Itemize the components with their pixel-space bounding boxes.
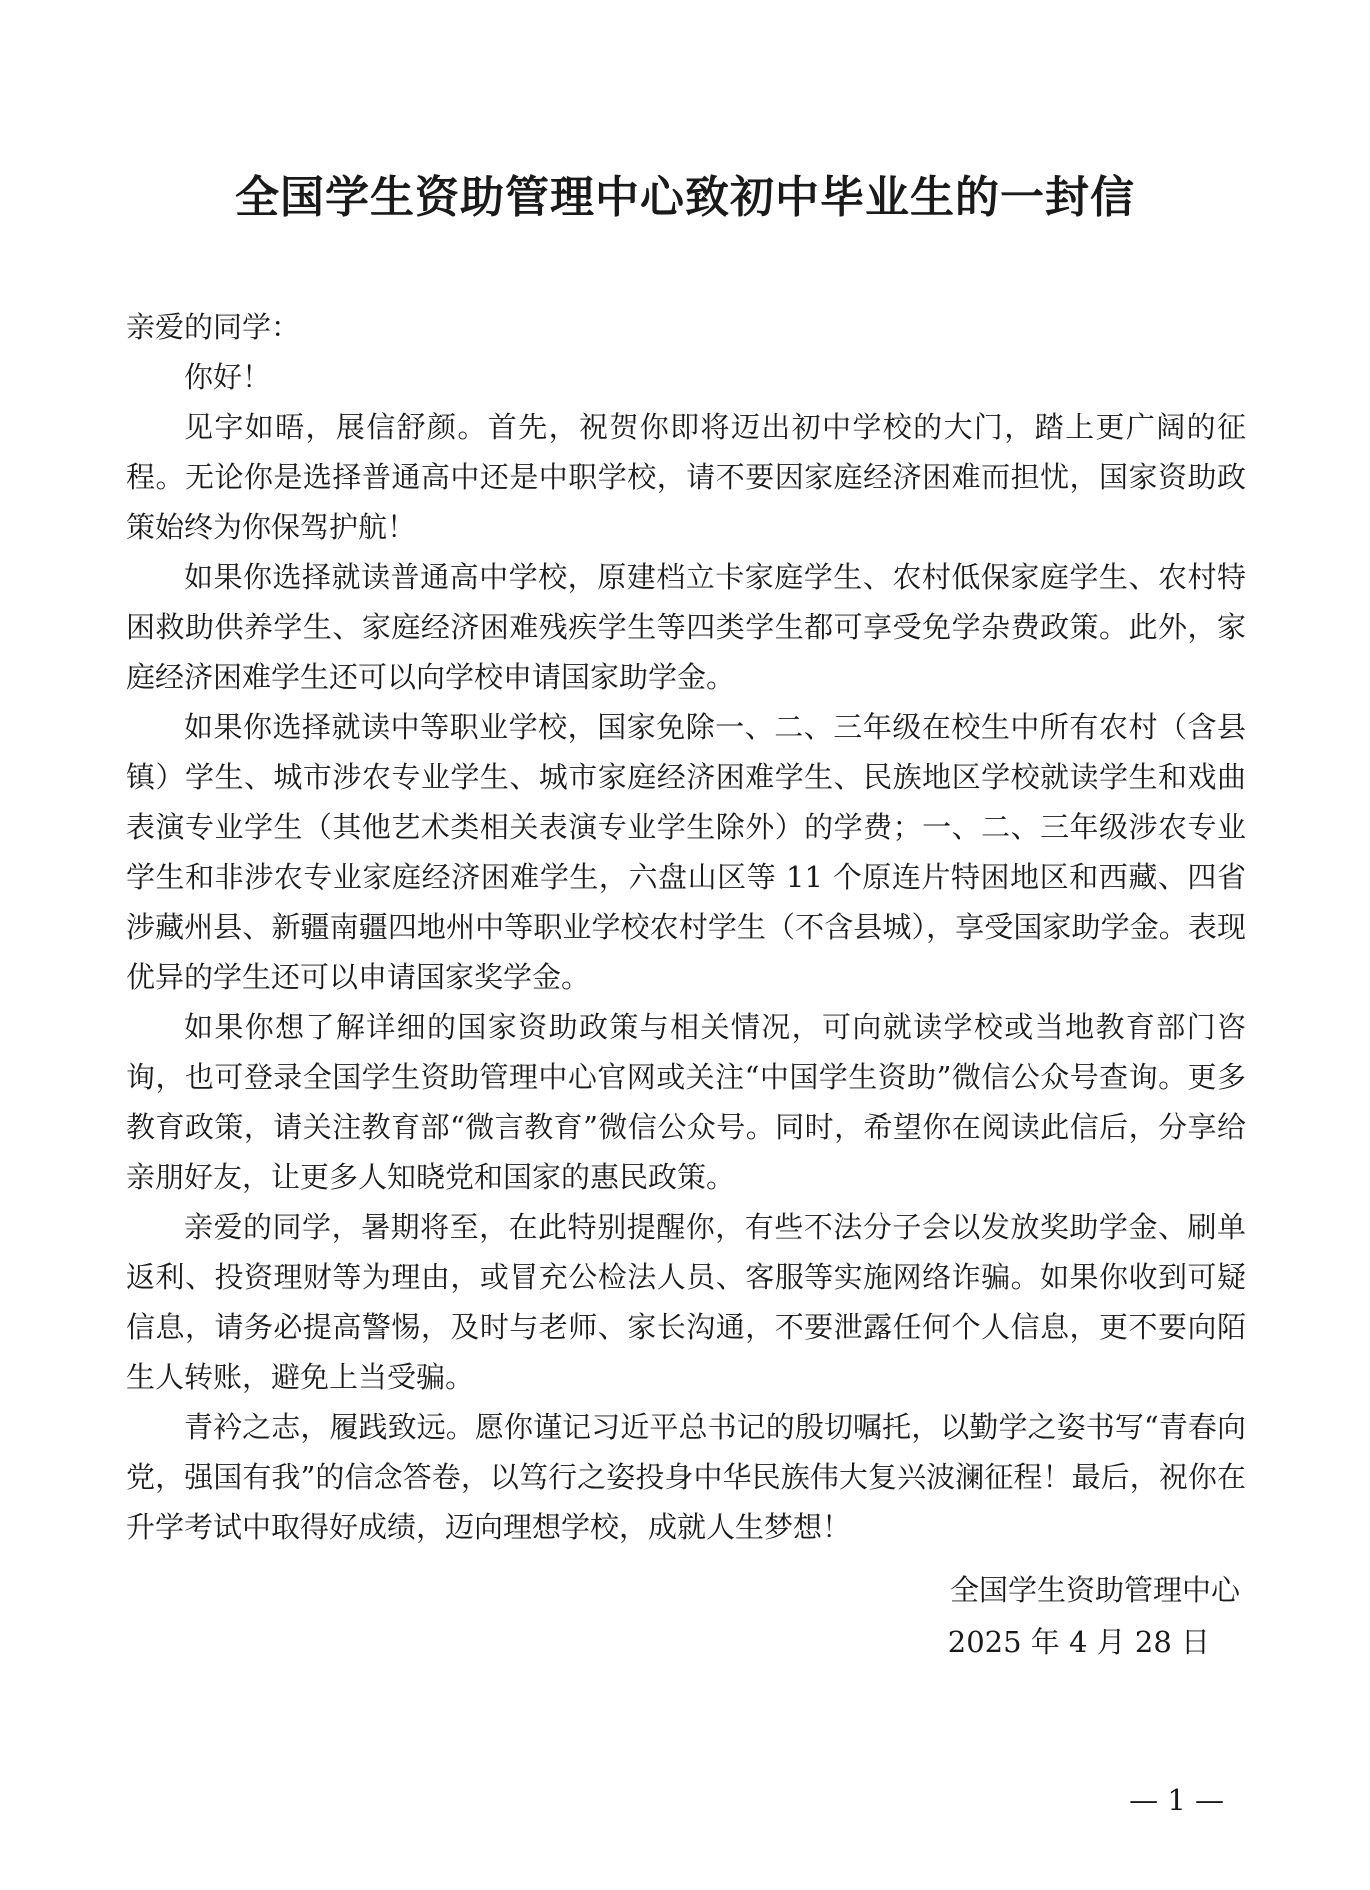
paragraph-closing: 青衿之志，履践致远。愿你谨记习近平总书记的殷切嘱托，以勤学之姿书写“青春向党，强国有我”的信念答卷，以笃行之姿投身中华民族伟大复兴波澜征程！最后，祝你在升学考试中取得好成绩，迈向理想学校，成就人生梦想！ [126,1410,1246,1544]
paragraph-consultation: 如果你想了解详细的国家资助政策与相关情况，可向就读学校或当地教育部门咨询，也可登录全国学生资助管理中心官网或关注“中国学生资助”微信公众号查询。更多教育政策，请关注教育部“微言教育”微信公众号。同时，希望你在阅读此信后，分享给亲朋好友，让更多人知晓党和国家的惠民政策。 [126,1010,1246,1194]
paragraph-fraud-warning: 亲爱的同学，暑期将至，在此特别提醒你，有些不法分子会以发放奖助学金、刷单返利、投资理财等为理由，或冒充公检法人员、客服等实施网络诈骗。如果你收到可疑信息，请务必提高警惕，及时与老师、家长沟通，不要泄露任何个人信息，更不要向陌生人转账，避免上当受骗。 [126,1210,1246,1394]
signature-block [840,1564,1240,1668]
page-number: — 1 — [1129,1783,1224,1817]
signature-date: 2025 年 4 月 28 日 [947,1625,1210,1659]
paragraph-intro: 见字如晤，展信舒颜。首先，祝贺你即将迈出初中学校的大门，踏上更广阔的征程。无论你是选择普通高中还是中职学校，请不要因家庭经济困难而担忧，国家资助政策始终为你保驾护航！ [126,410,1246,544]
signature-organization: 全国学生资助管理中心 [949,1573,1240,1607]
greeting: 你好！ [184,360,272,394]
salutation: 亲爱的同学： [126,310,301,344]
letter-body [126,302,1246,1552]
paragraph-high-school-policy: 如果你选择就读普通高中学校，原建档立卡家庭学生、农村低保家庭学生、农村特困救助供养学生、家庭经济困难残疾学生等四类学生都可享受免学杂费政策。此外，家庭经济困难学生还可以向学校申请国家助学金。 [126,560,1246,694]
letter-title: 全国学生资助管理中心致初中毕业生的一封信 [235,172,1135,223]
paragraph-vocational-policy: 如果你选择就读中等职业学校，国家免除一、二、三年级在校生中所有农村（含县镇）学生、城市涉农专业学生、城市家庭经济困难学生、民族地区学校就读学生和戏曲表演专业学生（其他艺术类相关表演专业学生除外）的学费；一、二、三年级涉农专业学生和非涉农专业家庭经济困难学生，六盘山区等 11 个原连片特困地区和西藏、四省涉藏州县、新疆南疆四地州中等职业学校农村学生（不含县城），享受国家助学金。表现优异的学生还可以申请国家奖学金。 [126,710,1246,994]
